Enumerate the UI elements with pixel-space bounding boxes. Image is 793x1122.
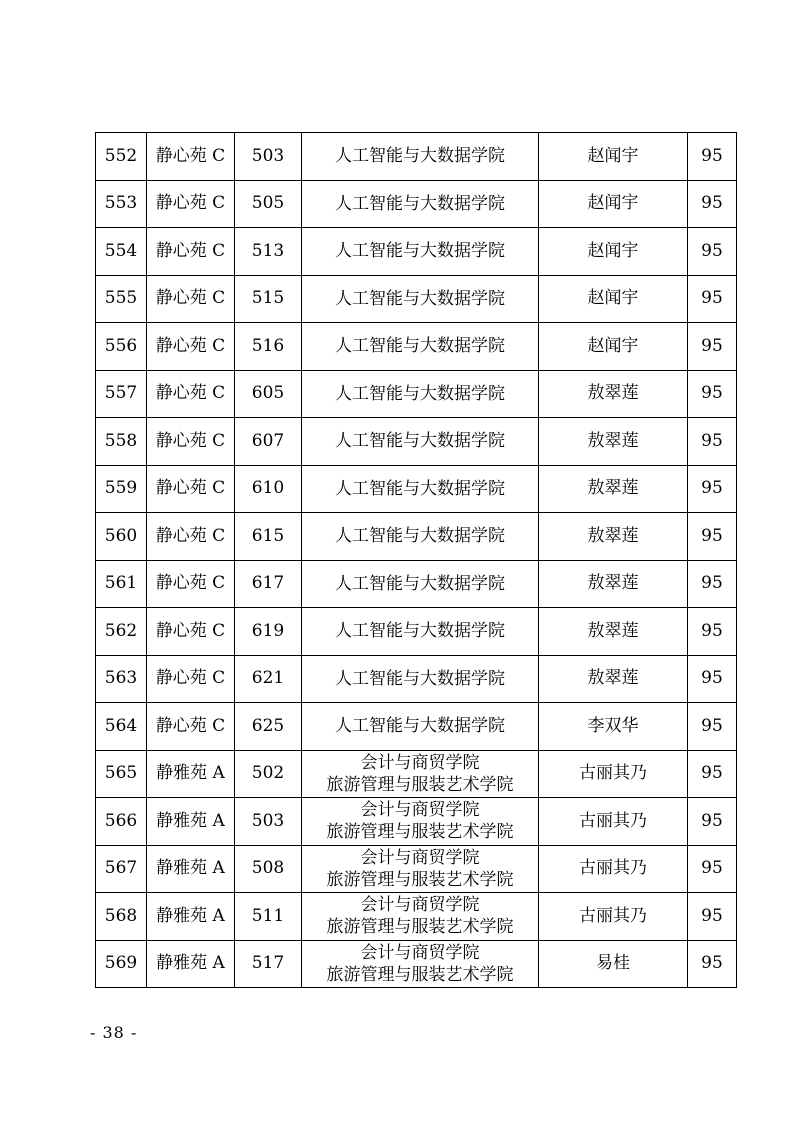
cell-room: 621 [235,655,302,703]
cell-number: 553 [96,180,147,228]
cell-number: 555 [96,275,147,323]
cell-building: 静雅苑 A [147,845,235,893]
cell-person: 古丽其乃 [539,798,688,846]
cell-building: 静雅苑 A [147,798,235,846]
cell-person: 赵闻宇 [539,133,688,181]
cell-number: 560 [96,513,147,561]
table-row [96,133,737,181]
cell-room: 502 [235,750,302,798]
cell-number: 561 [96,560,147,608]
cell-score: 95 [688,513,737,561]
cell-building: 静心苑 C [147,655,235,703]
cell-building: 静心苑 C [147,180,235,228]
cell-person: 敖翠莲 [539,608,688,656]
cell-college [302,703,539,751]
cell-number: 566 [96,798,147,846]
table-row [96,323,737,371]
cell-room: 508 [235,845,302,893]
table-row [96,465,737,513]
cell-college [302,180,539,228]
cell-score: 95 [688,323,737,371]
college-line: 旅游管理与服装艺术学院 [326,917,514,938]
cell-person: 敖翠莲 [539,465,688,513]
cell-score: 95 [688,940,737,988]
cell-number: 559 [96,465,147,513]
cell-number: 562 [96,608,147,656]
cell-number: 564 [96,703,147,751]
table-row [96,180,737,228]
college-line: 人工智能与大数据学院 [335,146,505,167]
cell-building: 静心苑 C [147,465,235,513]
cell-score: 95 [688,370,737,418]
cell-room: 513 [235,228,302,276]
cell-person: 敖翠莲 [539,513,688,561]
cell-college [302,798,539,846]
cell-score: 95 [688,133,737,181]
cell-college [302,275,539,323]
cell-number: 563 [96,655,147,703]
college-line: 会计与商贸学院 [360,942,480,963]
cell-college [302,893,539,941]
cell-building: 静心苑 C [147,323,235,371]
cell-room: 511 [235,893,302,941]
cell-college [302,418,539,466]
cell-college [302,940,539,988]
cell-score: 95 [688,845,737,893]
cell-number: 568 [96,893,147,941]
cell-building: 静心苑 C [147,703,235,751]
cell-building: 静雅苑 A [147,940,235,988]
cell-score: 95 [688,655,737,703]
inspection-table [95,132,737,988]
cell-college [302,323,539,371]
cell-person: 赵闻宇 [539,228,688,276]
table-row [96,893,737,941]
cell-building: 静心苑 C [147,608,235,656]
cell-building: 静心苑 C [147,275,235,323]
cell-room: 610 [235,465,302,513]
cell-college [302,655,539,703]
cell-person: 赵闻宇 [539,180,688,228]
cell-room: 615 [235,513,302,561]
cell-person: 古丽其乃 [539,845,688,893]
cell-number: 569 [96,940,147,988]
college-line: 旅游管理与服装艺术学院 [326,774,514,795]
cell-college [302,228,539,276]
cell-room: 605 [235,370,302,418]
cell-number: 567 [96,845,147,893]
college-line: 会计与商贸学院 [360,895,480,916]
college-line: 人工智能与大数据学院 [335,336,505,357]
cell-college [302,845,539,893]
cell-building: 静心苑 C [147,418,235,466]
college-line: 人工智能与大数据学院 [335,716,505,737]
cell-score: 95 [688,465,737,513]
table-row [96,370,737,418]
college-line: 人工智能与大数据学院 [335,478,505,499]
cell-number: 552 [96,133,147,181]
cell-room: 617 [235,560,302,608]
college-line: 人工智能与大数据学院 [335,573,505,594]
cell-college [302,750,539,798]
cell-college [302,133,539,181]
table-row [96,798,737,846]
cell-number: 558 [96,418,147,466]
cell-room: 505 [235,180,302,228]
cell-person: 敖翠莲 [539,560,688,608]
cell-college [302,608,539,656]
table-row [96,228,737,276]
college-line: 旅游管理与服装艺术学院 [326,964,514,985]
cell-building: 静心苑 C [147,228,235,276]
college-line: 旅游管理与服装艺术学院 [326,869,514,890]
college-line: 会计与商贸学院 [360,752,480,773]
college-line: 人工智能与大数据学院 [335,241,505,262]
cell-number: 554 [96,228,147,276]
college-line: 人工智能与大数据学院 [335,193,505,214]
college-line: 人工智能与大数据学院 [335,288,505,309]
cell-college [302,370,539,418]
cell-score: 95 [688,750,737,798]
cell-score: 95 [688,703,737,751]
cell-room: 625 [235,703,302,751]
table-row [96,655,737,703]
cell-person: 易桂 [539,940,688,988]
cell-building: 静心苑 C [147,513,235,561]
cell-score: 95 [688,608,737,656]
cell-room: 503 [235,133,302,181]
cell-college [302,560,539,608]
table-row [96,703,737,751]
table-row [96,560,737,608]
table-row [96,608,737,656]
cell-room: 619 [235,608,302,656]
cell-score: 95 [688,180,737,228]
college-line: 人工智能与大数据学院 [335,431,505,452]
college-line: 人工智能与大数据学院 [335,668,505,689]
college-line: 会计与商贸学院 [360,800,480,821]
college-line: 人工智能与大数据学院 [335,621,505,642]
cell-building: 静心苑 C [147,560,235,608]
college-line: 会计与商贸学院 [360,847,480,868]
cell-building: 静雅苑 A [147,893,235,941]
cell-room: 503 [235,798,302,846]
cell-number: 565 [96,750,147,798]
table-row [96,513,737,561]
cell-building: 静心苑 C [147,133,235,181]
table-row [96,940,737,988]
cell-person: 赵闻宇 [539,323,688,371]
cell-score: 95 [688,418,737,466]
cell-college [302,513,539,561]
cell-person: 敖翠莲 [539,418,688,466]
cell-person: 敖翠莲 [539,655,688,703]
cell-room: 515 [235,275,302,323]
college-line: 人工智能与大数据学院 [335,526,505,547]
cell-room: 516 [235,323,302,371]
table-row [96,418,737,466]
cell-score: 95 [688,893,737,941]
table-row [96,750,737,798]
cell-person: 李双华 [539,703,688,751]
cell-person: 赵闻宇 [539,275,688,323]
cell-person: 敖翠莲 [539,370,688,418]
cell-room: 517 [235,940,302,988]
college-line: 旅游管理与服装艺术学院 [326,822,514,843]
college-line: 人工智能与大数据学院 [335,383,505,404]
cell-number: 557 [96,370,147,418]
cell-room: 607 [235,418,302,466]
table-row [96,275,737,323]
cell-building: 静雅苑 A [147,750,235,798]
cell-college [302,465,539,513]
cell-score: 95 [688,228,737,276]
cell-score: 95 [688,275,737,323]
table-body [96,133,737,988]
cell-score: 95 [688,798,737,846]
cell-number: 556 [96,323,147,371]
cell-score: 95 [688,560,737,608]
page-number: - 38 - [90,1023,138,1042]
table-row [96,845,737,893]
cell-person: 古丽其乃 [539,893,688,941]
cell-person: 古丽其乃 [539,750,688,798]
cell-building: 静心苑 C [147,370,235,418]
